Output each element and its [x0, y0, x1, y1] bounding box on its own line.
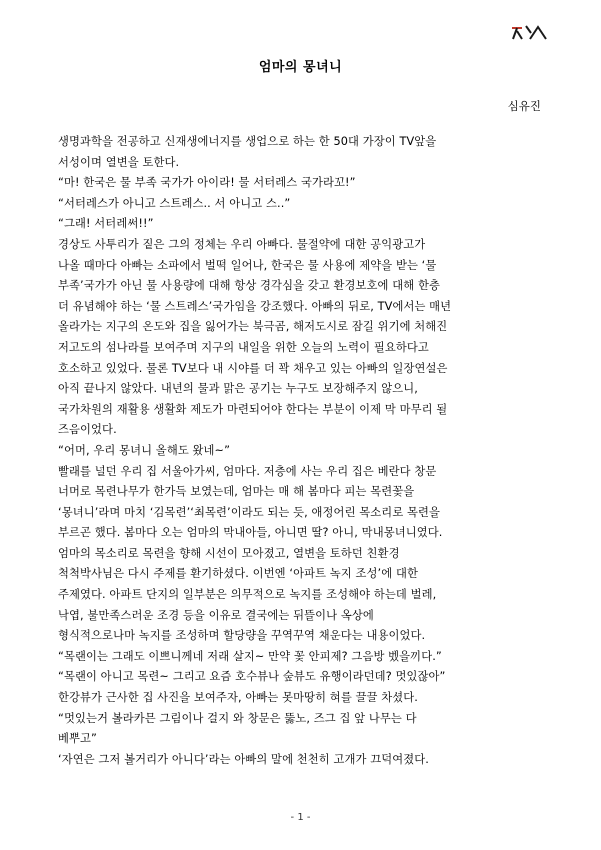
- text-line: “목랜이 아니고 목련~ 그리고 요즘 호수뷰나 숲뷰도 유행이라던데? 멋있잖아”: [58, 670, 446, 684]
- text-line: 척척박사님은 다시 주제를 환기하셨다. 이번엔 ‘아파트 녹지 조성’에 대한: [58, 567, 418, 581]
- text-line: 나올 때마다 아빠는 소파에서 벌떡 일어나, 한국은 물 사용에 제약을 받는 ‘물: [58, 258, 437, 272]
- page-number: - 1 -: [290, 812, 311, 823]
- text-line: 부족’국가가 아닌 물 사용량에 대해 항상 경각심을 갖고 환경보호에 대해 한층: [58, 279, 440, 293]
- text-line: 부르곤 했다. 봄마다 오는 엄마의 막내아들, 아니면 딸? 아니, 막내몽녀니였다.: [58, 526, 443, 540]
- text-line: 빨래를 널던 우리 집 서울아가씨, 엄마다. 저층에 사는 우리 집은 베란다 창문: [58, 464, 437, 478]
- text-line: 생명과학을 전공하고 신재생에너지를 생업으로 하는 한 50대 가장이 TV앞을: [58, 135, 437, 148]
- text-line: “목랜이는 그래도 이쁘니께네 저래 살지~ 만약 꽃 안피제? 그음방 벴을끼다.”: [58, 649, 442, 663]
- text-line: 저고도의 섬나라를 보여주며 지구의 내일을 위한 오늘의 노력이 필요하다고: [58, 340, 429, 354]
- text-line: “마! 한국은 물 부족 국가가 아이라! 물 서터레스 국가라꼬!”: [58, 176, 356, 190]
- text-line: ‘자연은 그저 볼거리가 아니다’라는 아빠의 말에 천천히 고개가 끄덕여졌다.: [58, 752, 429, 766]
- text-line: 한강뷰가 근사한 집 사진을 보여주자, 아빠는 못마땅히 혀를 끌끌 차셨다.: [58, 691, 418, 705]
- document-title: 엄마의 몽녀니: [258, 60, 343, 75]
- text-line: 호소하고 있었다. 물론 TV보다 내 시야를 더 꽉 채우고 있는 아빠의 일장연설은: [58, 361, 448, 375]
- essay-body: [58, 132, 544, 770]
- text-line: 너머로 목련나무가 한가득 보였는데, 엄마는 매 해 봄마다 피는 목련꽃을: [58, 485, 415, 499]
- text-line: “멋있는거 볼라카믄 그림이나 걸지 와 창문은 뚫노, 즈그 집 앞 나무는 다: [58, 711, 417, 725]
- text-line: “그래! 서터레써!!”: [58, 217, 154, 231]
- text-line: 베뿌고”: [58, 732, 97, 746]
- text-line: 더 유념해야 하는 ‘물 스트레스’국가임을 강조했다. 아빠의 뒤로, TV에서는 매년: [58, 299, 452, 313]
- text-line: 서성이며 열변을 토한다.: [58, 155, 180, 169]
- text-line: 경상도 사투리가 짙은 그의 정체는 우리 아빠다. 물절약에 대한 공익광고가: [58, 237, 426, 251]
- text-line: 낙엽, 불만족스러운 조경 등을 이유로 결국에는 뒤뜰이나 옥상에: [58, 608, 374, 622]
- text-line: “어머, 우리 몽녀니 올해도 왔네~”: [58, 443, 231, 457]
- author-name: 심유진: [507, 99, 541, 113]
- text-line: 엄마의 목소리로 목련을 향해 시선이 모아졌고, 열변을 토하던 친환경: [58, 546, 400, 560]
- text-line: 즈음이었다.: [58, 423, 117, 437]
- text-line: 주제였다. 아파트 단지의 일부분은 의무적으로 녹지를 조성해야 하는데 벌레,: [58, 588, 437, 602]
- text-line: 형식적으로나마 녹지를 조성하며 할당량을 꾸역꾸역 채운다는 내용이었다.: [58, 629, 426, 643]
- text-line: 올라가는 지구의 온도와 집을 잃어가는 북극곰, 해저도시로 잠길 위기에 처해진: [58, 320, 448, 334]
- text-line: “서터레스가 아니고 스트레스.. 서 아니고 스..”: [58, 196, 291, 210]
- text-line: ‘몽녀니’라며 마치 ‘김목련’‘최목련’이라도 되는 듯, 애정어린 목소리로 목련을: [58, 505, 441, 519]
- publisher-logo-icon: [510, 22, 548, 42]
- text-line: 아직 끝나지 않았다. 내년의 물과 맑은 공기는 누구도 보장해주지 않으니,: [58, 382, 418, 396]
- text-line: 국가차원의 재활용 생활화 제도가 마련되어야 한다는 부분이 이제 막 마무리 될: [58, 402, 448, 416]
